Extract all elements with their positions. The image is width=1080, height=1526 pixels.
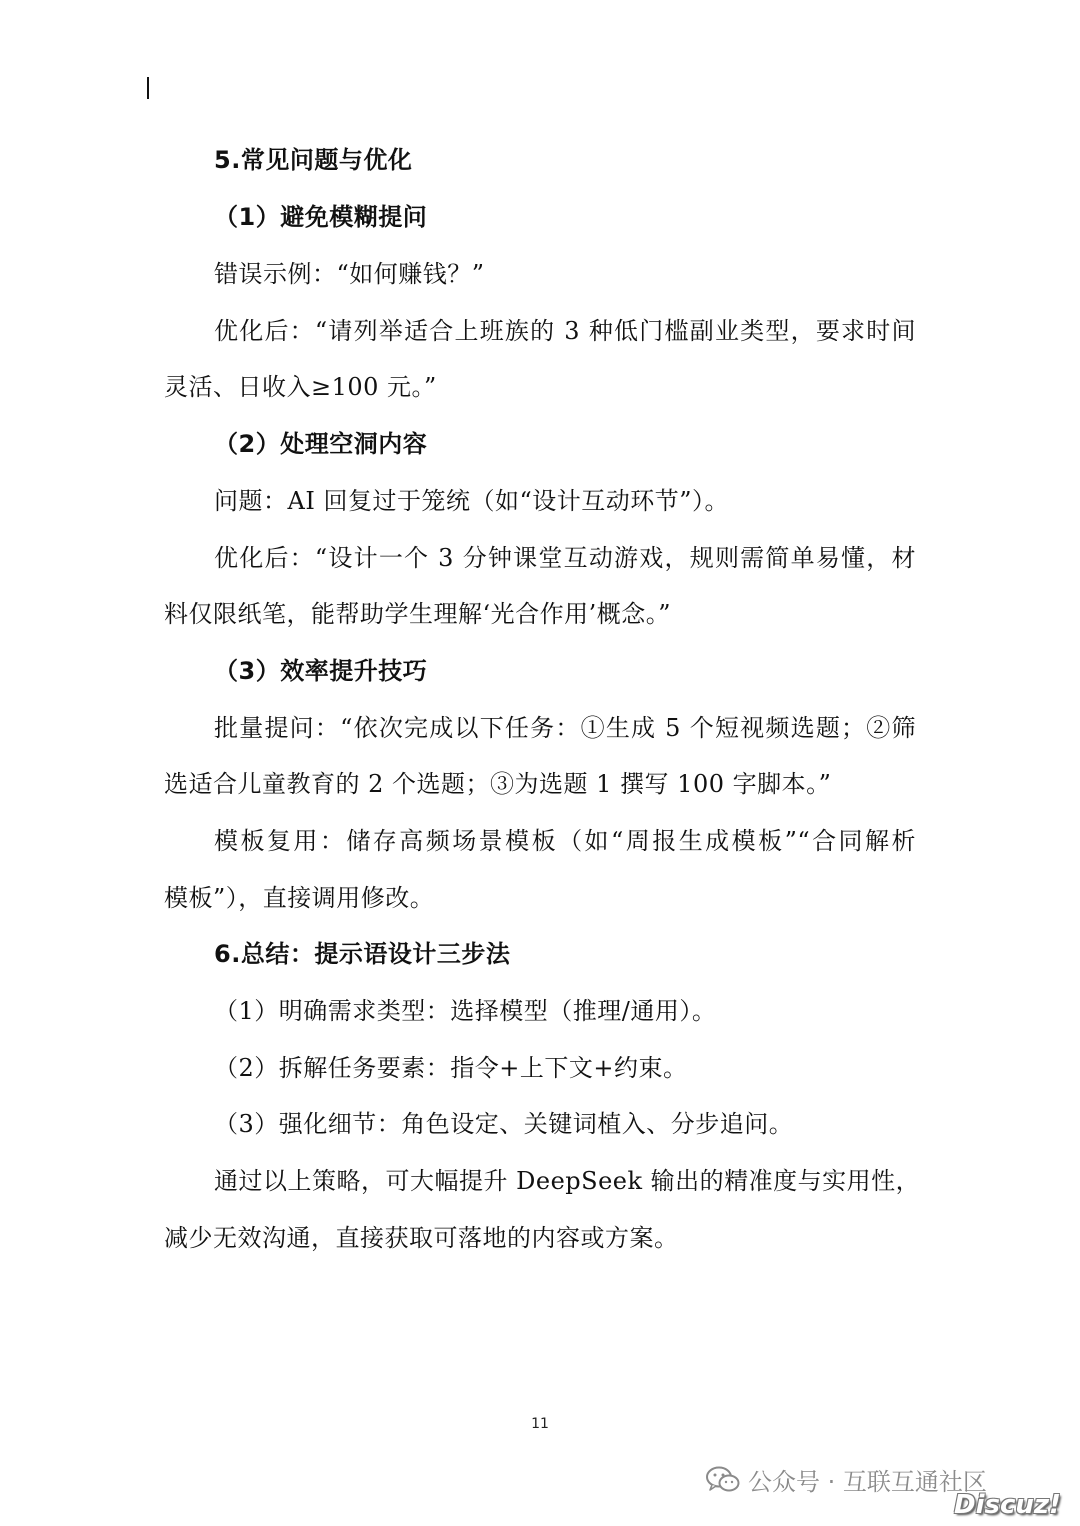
paragraph-line: 优化后：“请列举适合上班族的 3 种低门槛副业类型，要求时间	[214, 317, 916, 345]
paragraph-line: 问题：AI 回复过于笼统（如“设计互动环节”）。	[214, 487, 729, 515]
paragraph-line: 减少无效沟通，直接获取可落地的内容或方案。	[164, 1224, 679, 1252]
list-item: （2）拆解任务要素：指令+上下文+约束。	[214, 1054, 688, 1082]
text-cursor-mark	[147, 77, 149, 99]
paragraph-line: 模板复用：储存高频场景模板（如“周报生成模板”“合同解析	[214, 827, 916, 855]
paragraph-line: 灵活、日收入≥100 元。”	[164, 373, 437, 401]
paragraph-line: 选适合儿童教育的 2 个选题；③为选题 1 撰写 100 字脚本。”	[164, 770, 832, 798]
discuz-watermark: Discuz!	[954, 1490, 1061, 1520]
paragraph-line: 料仅限纸笔，能帮助学生理解‘光合作用’概念。”	[164, 600, 672, 628]
section-heading-6: 6.总结：提示语设计三步法	[214, 940, 511, 968]
page-number: 11	[531, 1416, 549, 1432]
paragraph-line: 优化后：“设计一个 3 分钟课堂互动游戏，规则需简单易懂，材	[214, 544, 916, 572]
paragraph-line: 模板”），直接调用修改。	[164, 884, 435, 912]
paragraph-line: 通过以上策略，可大幅提升 DeepSeek 输出的精准度与实用性，	[214, 1167, 921, 1195]
list-item: （3）强化细节：角色设定、关键词植入、分步追问。	[214, 1110, 794, 1138]
subheading-2: （2）处理空洞内容	[214, 430, 428, 458]
watermark	[706, 1462, 987, 1497]
paragraph-line: 批量提问：“依次完成以下任务：①生成 5 个短视频选题；②筛	[214, 714, 916, 742]
list-item: （1）明确需求类型：选择模型（推理/通用）。	[214, 997, 717, 1025]
section-heading-5: 5.常见问题与优化	[214, 146, 413, 174]
subheading-1: （1）避免模糊提问	[214, 203, 428, 231]
watermark-source-label: 公众号 · 互联互通社区	[748, 1468, 987, 1496]
wechat-icon	[706, 1466, 740, 1494]
paragraph-line: 错误示例：“如何赚钱？”	[214, 260, 485, 288]
subheading-3: （3）效率提升技巧	[214, 657, 428, 685]
